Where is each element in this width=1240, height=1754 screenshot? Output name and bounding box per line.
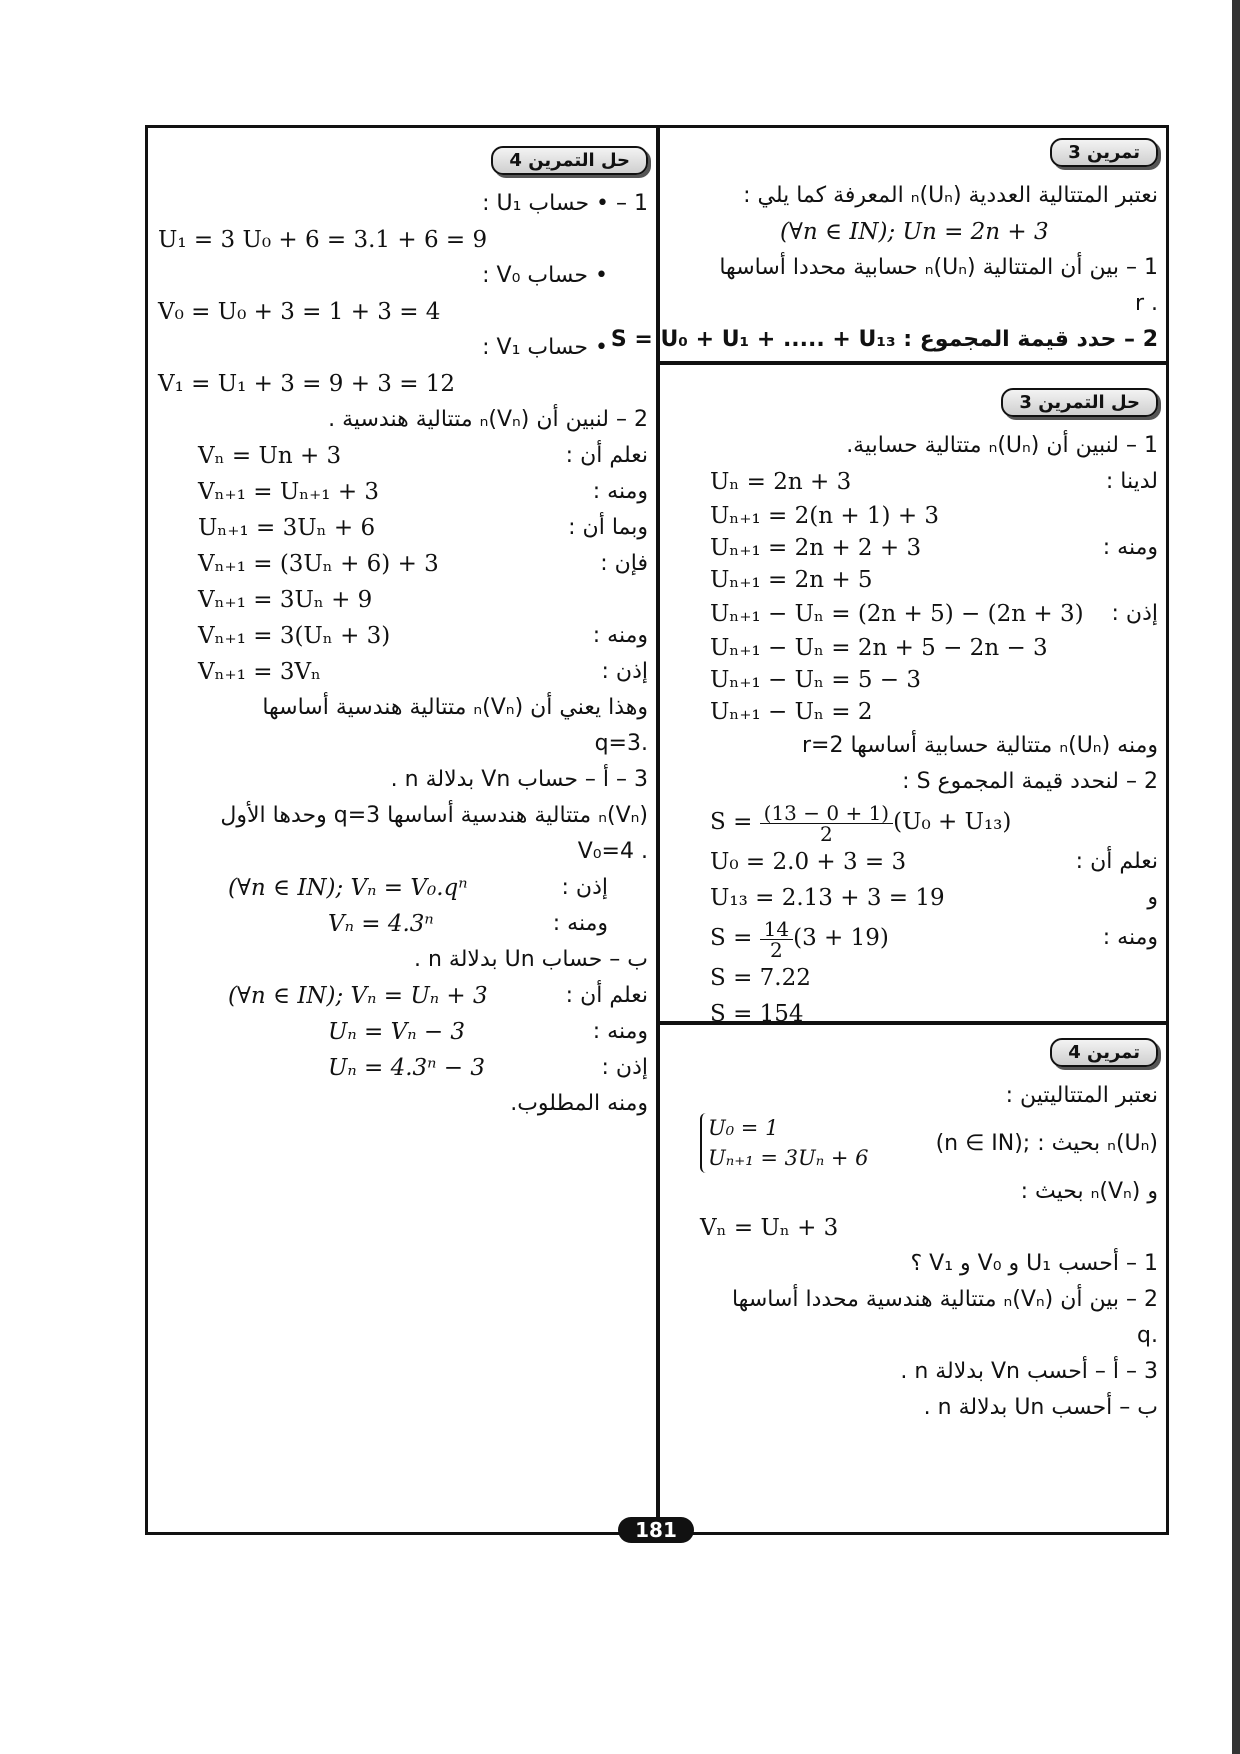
- text-line: نعتبر المتتالية العددية (Uₙ)ₙ المعرفة كما يلي :: [743, 183, 1158, 208]
- equation-row: فإن : Vₙ₊₁ = (3Uₙ + 6) + 3: [198, 551, 648, 577]
- text-line: 1 – لنبين أن (Uₙ)ₙ متتالية حسابية.: [846, 433, 1158, 458]
- text-line: 3 – أ – حساب Vn بدلالة n .: [390, 767, 648, 792]
- text-line: 1 – • حساب U₁ :: [482, 191, 648, 216]
- text-line: 1 – أحسب U₁ و V₀ و V₁ ؟: [910, 1251, 1158, 1276]
- text-line: وهذا يعني أن (Vₙ)ₙ متتالية هندسية أساسها: [262, 695, 648, 720]
- equation-row: Vₙ₊₁ = 3Uₙ + 9: [198, 587, 373, 613]
- text-line: 2 – بين أن (Vₙ)ₙ متتالية هندسية محددا أساسها: [731, 1287, 1158, 1312]
- equation-row: نعلم أن : (∀n ∈ IN); Vₙ = Uₙ + 3: [228, 983, 648, 1009]
- equation-row: Uₙ₊₁ = 2(n + 1) + 3: [710, 503, 940, 529]
- equation-row: و U₁₃ = 2.13 + 3 = 19: [710, 885, 1158, 911]
- equation-row: نعلم أن : Vₙ = Un + 3: [198, 443, 648, 469]
- equation-row: Uₙ₊₁ − Uₙ = 2n + 5 − 2n − 3: [710, 635, 1048, 661]
- text-line: نعتبر المتتاليتين :: [1005, 1083, 1158, 1108]
- math-line: S = 154: [710, 1001, 804, 1027]
- text-line: 2 – لنبين أن (Vₙ)ₙ متتالية هندسية .: [328, 407, 648, 432]
- text-line: ب – حساب Un بدلالة n .: [413, 947, 648, 972]
- equation-row: إذن : (∀n ∈ IN); Vₙ = V₀.qⁿ: [228, 875, 608, 901]
- equation-row: ومنه : S = $\frac{14}{2}$ (3 + 19): [710, 916, 1158, 962]
- solution-3-badge: حل التمرين 3: [1001, 388, 1158, 417]
- text-line: • حساب V₀ :: [482, 263, 608, 288]
- equation-row: Uₙ₊₁ = 2n + 5: [710, 567, 873, 593]
- math-line: V₁ = U₁ + 3 = 9 + 3 = 12: [158, 371, 456, 397]
- text-line: • حساب V₁ :: [482, 335, 608, 360]
- exercise-4-badge: تمرين 4: [1050, 1038, 1158, 1067]
- text-line: . V₀=4: [577, 839, 648, 864]
- equation-row: ومنه : Vₙ = 4.3ⁿ: [328, 911, 608, 937]
- equation-row: إذن : Uₙ₊₁ − Uₙ = (2n + 5) − (2n + 3): [710, 601, 1158, 627]
- book-spine: [1232, 0, 1240, 1754]
- text-line: 2 – لنحدد قيمة المجموع S :: [902, 769, 1158, 794]
- text-line: 1 – بين أن المتتالية (Uₙ)ₙ حسابية محددا أساسها: [719, 255, 1158, 280]
- equation-row: وبما أن : Uₙ₊₁ = 3Uₙ + 6: [198, 515, 648, 541]
- sum-formula: S = $\frac{(13 - 0 + 1)}{2}$ (U₀ + U₁₃): [710, 800, 1012, 846]
- text-line: ومنه (Uₙ)ₙ متتالية حسابية أساسها r=2: [801, 733, 1158, 758]
- page-frame: [145, 125, 1169, 1535]
- text-line: . r: [1134, 291, 1158, 316]
- math-line: (∀n ∈ IN); Un = 2n + 3: [780, 219, 1049, 245]
- solution-3: [670, 388, 1158, 1032]
- text-line: 2 – حدد قيمة المجموع : S = U₀ + U₁ + ..... + U₁₃: [610, 327, 1158, 352]
- equation-row: نعلم أن : U₀ = 2.0 + 3 = 3: [710, 849, 1158, 875]
- text-line: 3 – أ – أحسب Vn بدلالة n .: [900, 1359, 1158, 1384]
- system-row: (Uₙ)ₙ بحيث : ;(n ∈ IN) U₀ = 1 Uₙ₊₁ = 3Uₙ + 6: [670, 1114, 1158, 1174]
- equation-row: لدينا : Uₙ = 2n + 3: [710, 469, 1158, 495]
- text-line: .q: [1137, 1323, 1158, 1348]
- math-line: S = 7.22: [710, 965, 811, 991]
- equation-row: إذن : Vₙ₊₁ = 3Vₙ: [198, 659, 648, 685]
- section-divider: [660, 361, 1166, 365]
- equation-row: ومنه : Uₙ₊₁ = 2n + 2 + 3: [710, 535, 1158, 561]
- page-number: 181: [618, 1517, 694, 1543]
- solution-4-badge: حل التمرين 4: [491, 146, 648, 175]
- math-line: U₁ = 3 U₀ + 6 = 3.1 + 6 = 9: [158, 227, 488, 253]
- text-line: و (Vₙ)ₙ بحيث :: [1020, 1179, 1158, 1204]
- math-line: Vₙ = Uₙ + 3: [700, 1215, 839, 1241]
- exercise-4: [670, 1038, 1158, 1426]
- text-line: ب – أحسب Un بدلالة n .: [923, 1395, 1158, 1420]
- math-line: V₀ = U₀ + 3 = 1 + 3 = 4: [158, 299, 441, 325]
- exercise-3-badge: تمرين 3: [1050, 138, 1158, 167]
- equation-row: ومنه : Uₙ = Vₙ − 3: [328, 1019, 648, 1045]
- equation-row: ومنه : Vₙ₊₁ = 3(Uₙ + 3): [198, 623, 648, 649]
- equation-row: إذن : Uₙ = 4.3ⁿ − 3: [328, 1055, 648, 1081]
- equation-row: ومنه : Vₙ₊₁ = Uₙ₊₁ + 3: [198, 479, 648, 505]
- text-line: ومنه المطلوب.: [510, 1091, 648, 1116]
- equation-row: Uₙ₊₁ − Uₙ = 5 − 3: [710, 667, 921, 693]
- text-line: .q=3: [594, 731, 648, 756]
- equation-row: Uₙ₊₁ − Uₙ = 2: [710, 699, 873, 725]
- left-column: [158, 146, 648, 1122]
- text-line: (Vₙ)ₙ متتالية هندسية أساسها q=3 وحدها الأول: [220, 803, 648, 828]
- exercise-3: [610, 138, 1158, 358]
